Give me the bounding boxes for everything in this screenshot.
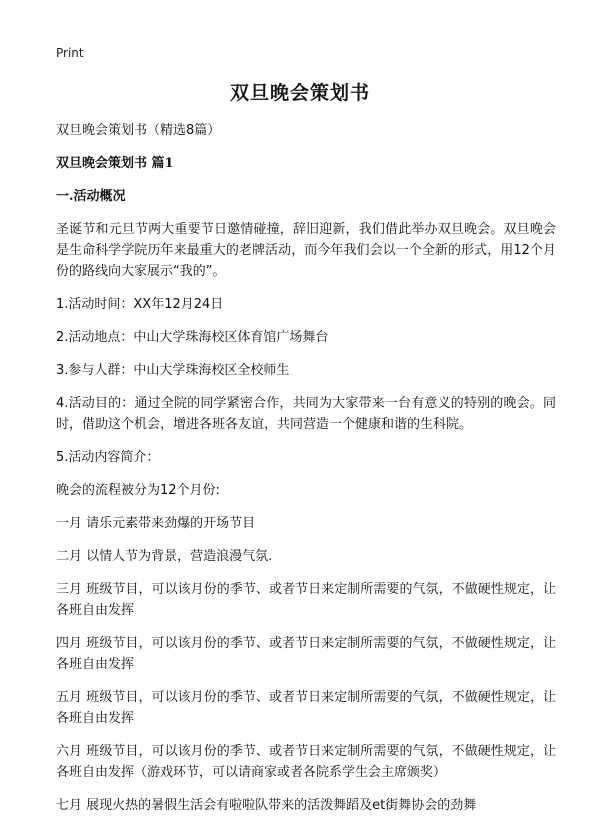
paragraph-content-intro: 5.活动内容简介： [56,450,160,465]
chapter-heading: 双旦晚会策划书 篇1 [56,156,174,171]
paragraph-time: 1.活动时间：XX年12月24日 [56,297,224,312]
paragraph-april: 四月 班级节目，可以该月份的季节、或者节日来定制所需要的气氛，不做硬性规定，让各班自由发挥 [56,636,556,672]
paragraph-intro: 圣诞节和元旦节两大重要节日邀情碰撞，辞旧迎新，我们借此举办双旦晚会。双旦晚会是生命科学学院历年来最重大的老牌活动，而今年我们会以一个全新的形式，用12个月份的路线向大家展示“我的”。 [56,222,556,279]
paragraph-flow: 晚会的流程被分为12个月份: [56,483,220,498]
paragraph-july: 七月 展现火热的暑假生活会有啦啦队带来的活泼舞蹈及et街舞协会的劲舞 [56,798,477,813]
print-link[interactable]: Print [56,46,84,60]
paragraph-march: 三月 班级节目，可以该月份的季节、或者节日来定制所需要的气氛，不做硬性规定，让各班自由发挥 [56,582,556,618]
document-body [56,120,556,828]
paragraph-june: 六月 班级节目，可以该月份的季节、或者节日来定制所需要的气氛，不做硬性规定，让各班自由发挥（游戏环节，可以请商家或者各院系学生会主席颁奖） [56,744,556,780]
paragraph-purpose: 4.活动目的：通过全院的同学紧密合作，共同为大家带来一台有意义的特别的晚会。同时，借助这个机会，增进各班各友谊，共同营造一个健康和谐的生科院。 [56,396,556,432]
paragraph-participants: 3.参与人群：中山大学珠海校区全校师生 [56,363,290,378]
section-heading: 一.活动概况 [56,189,126,204]
paragraph-may: 五月 班级节目，可以该月份的季节、或者节日来定制所需要的气氛，不做硬性规定，让各班自由发挥 [56,690,556,726]
page-title: 双旦晚会策划书 [229,82,370,104]
paragraph-february: 二月 以情人节为背景，营造浪漫气氛. [56,549,273,564]
paragraph-january: 一月 请乐元素带来劲爆的开场节目 [56,516,256,531]
paragraph-location: 2.活动地点：中山大学珠海校区体育馆广场舞台 [56,330,329,345]
document-subtitle: 双旦晚会策划书（精选8篇） [56,123,221,138]
